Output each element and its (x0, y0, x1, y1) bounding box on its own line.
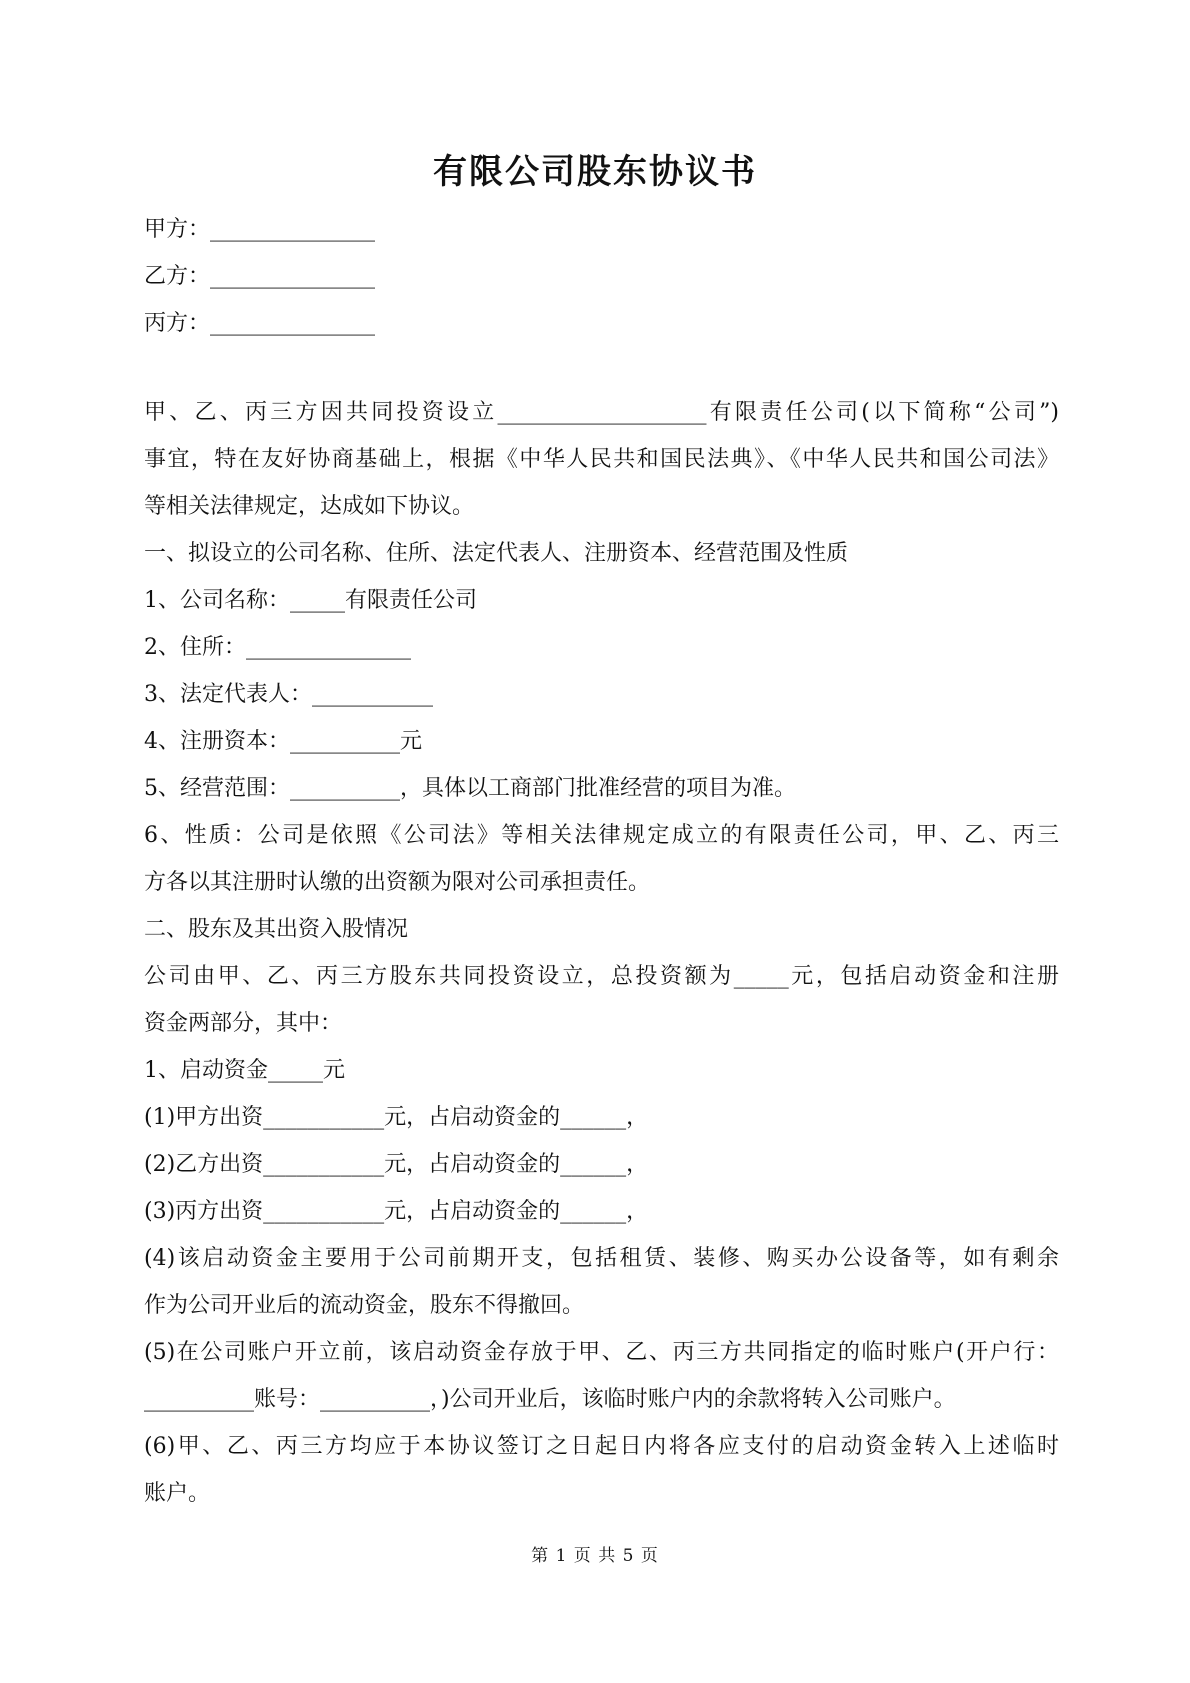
nature-line-2: 方各以其注册时认缴的出资额为限对公司承担责任。 (144, 870, 651, 895)
temporary-account-line-1: (5)在公司账户开立前，该启动资金存放于甲、乙、丙三方共同指定的临时账户(开户行： (144, 1340, 1059, 1365)
address-line: 2、住所：_______________ (144, 635, 411, 660)
parties-block (144, 210, 1044, 351)
transfer-deadline-line-1: (6)甲、乙、丙三方均应于本协议签订之日起日内将各应支付的启动资金转入上述临时 (144, 1434, 1059, 1459)
intro-line-1: 甲、乙、丙三方因共同投资设立___________________有限责任公司(以下简称“公司”) (144, 400, 1059, 425)
intro-line-2: 事宜，特在友好协商基础上，根据《中华人民共和国民法典》、《中华人民共和国公司法》 (144, 447, 1059, 472)
investment-line-2: 资金两部分，其中： (144, 1011, 343, 1036)
startup-use-line-2: 作为公司开业后的流动资金，股东不得撤回。 (144, 1293, 585, 1318)
company-name-line: 1、公司名称：_____有限责任公司 (144, 588, 477, 613)
party-c-contribution-line: (3)丙方出资___________元，占启动资金的______， (144, 1199, 649, 1224)
party-b-contribution-line: (2)乙方出资___________元，占启动资金的______， (144, 1152, 649, 1177)
startup-capital-line: 1、启动资金_____元 (144, 1058, 345, 1083)
party-c-line: 丙方：_______________ (144, 311, 376, 336)
party-a-contribution-line: (1)甲方出资___________元，占启动资金的______， (144, 1105, 649, 1130)
party-b-line: 乙方：_______________ (144, 264, 376, 289)
intro-line-3: 等相关法律规定，达成如下协议。 (144, 494, 475, 519)
investment-line-1: 公司由甲、乙、丙三方股东共同投资设立，总投资额为_____元，包括启动资金和注册 (144, 964, 1059, 989)
page-footer: 第 1 页 共 5 页 (531, 1546, 659, 1566)
transfer-deadline-line-2: 账户。 (144, 1481, 211, 1506)
nature-line-1: 6、性质：公司是依照《公司法》等相关法律规定成立的有限责任公司，甲、乙、丙三 (144, 823, 1059, 848)
legal-representative-line: 3、法定代表人：___________ (144, 682, 433, 707)
party-a-line: 甲方：_______________ (144, 217, 376, 242)
section-heading-1: 一、拟设立的公司名称、住所、法定代表人、注册资本、经营范围及性质 (144, 541, 849, 566)
temporary-account-line-2: __________账号：__________，)公司开业后，该临时账户内的余款将转入公司账户。 (144, 1387, 956, 1412)
registered-capital-line: 4、注册资本：__________元 (144, 729, 422, 754)
section-heading-2: 二、股东及其出资入股情况 (144, 917, 409, 942)
business-scope-line: 5、经营范围：__________，具体以工商部门批准经营的项目为准。 (144, 776, 796, 801)
startup-use-line-1: (4)该启动资金主要用于公司前期开支，包括租赁、装修、购买办公设备等，如有剩余 (144, 1246, 1059, 1271)
agreement-body (144, 393, 1059, 1521)
document-title: 有限公司股东协议书 (433, 152, 757, 192)
